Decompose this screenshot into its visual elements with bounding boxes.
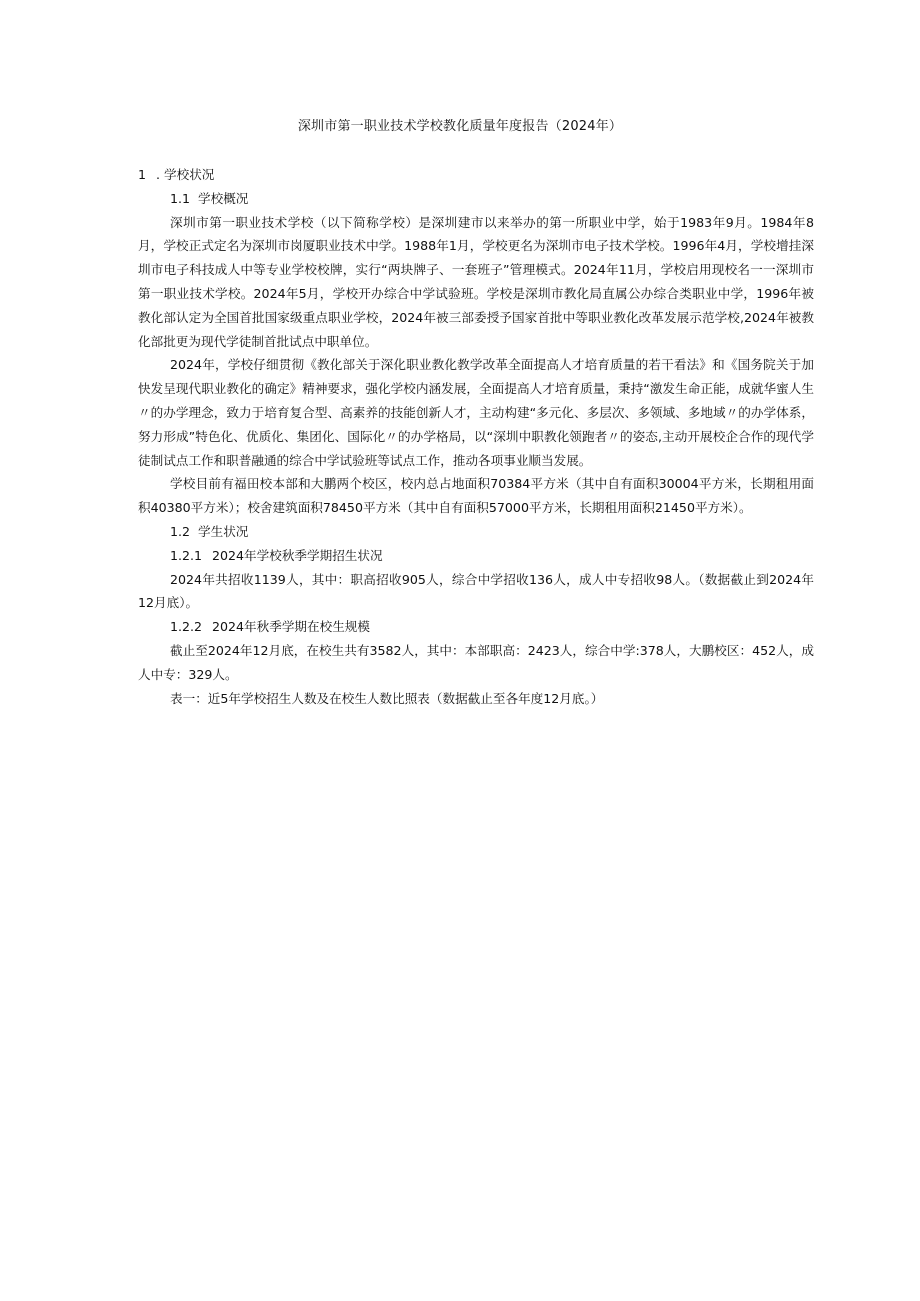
section-title: . 学校状况 (156, 167, 215, 182)
section-title: 学生状况 (198, 523, 249, 539)
paragraph-school-history: 深圳市第一职业技术学校（以下简称学校）是深圳建市以来举办的第一所职业中学，始于1983年9月。1984年8月，学校正式定名为深圳市岗厦职业技术中学。1988年1月，学校更名为深圳市电子技术学校。1996年4月，学校增挂深圳市电子科技成人中等专业学校校牌，实行“两块牌子、一套班子”管理模式。2024年11月，学校启用现校名一一深圳市第一职业技术学校。2024年5月，学校开办综合中学试验班。学校是深圳市教化局直属公办综合类职业中学，1996年被教化部认定为全国首批国家级重点职业学校，2024年被三部委授予国家首批中等职业教化改革发展示范学校,2024年被教化部批更为现代学徒制首批试点中职单位。 (138, 214, 814, 349)
section-heading-1-2-2 (138, 615, 814, 639)
section-heading-1-2 (138, 520, 814, 544)
table-caption: 表一：近5年学校招生人数及在校生人数比照表（数据截止至各年度12月底。） (170, 690, 604, 706)
section-heading-1 (138, 163, 814, 187)
paragraph-school-philosophy: 2024年，学校仔细贯彻《教化部关于深化职业教化教学改革全面提高人才培育质量的若干看法》和《国务院关于加快发呈现代职业教化的确定》精神要求，强化学校内涵发展，全面提高人才培育质量，秉持“激发生命正能，成就华蜜人生〃的办学理念，致力于培育复合型、高素养的技能创新人才，主动构建“多元化、多层次、多领域、多地域〃的办学体系，努力形成”特色化、优质化、集团化、国际化〃的办学格局，以“深圳中职教化领跑者〃的姿态,主动开展校企合作的现代学徒制试点工作和职普融通的综合中学试验班等试点工作，推动各项事业顺当发展。 (138, 357, 814, 468)
section-title: 2024年学校秋季学期招生状况 (212, 547, 383, 563)
paragraph-student-count: 截止至2024年12月底，在校生共有3582人，其中：本部职高：2423人，综合中学:378人，大鹏校区：452人，成人中专：329人。 (138, 642, 814, 682)
section-number: 1.1 (170, 190, 191, 206)
paragraph-enrollment: 2024年共招收1139人，其中：职高招收905人，综合中学招收136人，成人中专招收98人。（数据截止到2024年12月底）。 (138, 571, 814, 611)
section-title: 学校概况 (198, 190, 249, 206)
section-number: 1.2 (170, 523, 191, 539)
section-number: 1.2.1 (170, 547, 203, 563)
section-heading-1-1 (138, 187, 814, 211)
document-body (138, 163, 814, 710)
document-title: 深圳市第一职业技术学校教化质量年度报告（2024年） (297, 119, 623, 134)
section-number: 1.2.2 (170, 619, 203, 635)
section-heading-1-2-1 (138, 544, 814, 568)
paragraph-campus-area: 学校目前有福田校本部和大鹏两个校区，校内总占地面积70384平方米（其中自有面积30004平方米，长期租用面积40380平方米）；校舍建筑面积78450平方米（其中自有面积57000平方米，长期租用面积21450平方米）。 (138, 476, 814, 516)
section-title: 2024年秋季学期在校生规模 (212, 619, 370, 635)
section-number: 1 (138, 167, 147, 182)
